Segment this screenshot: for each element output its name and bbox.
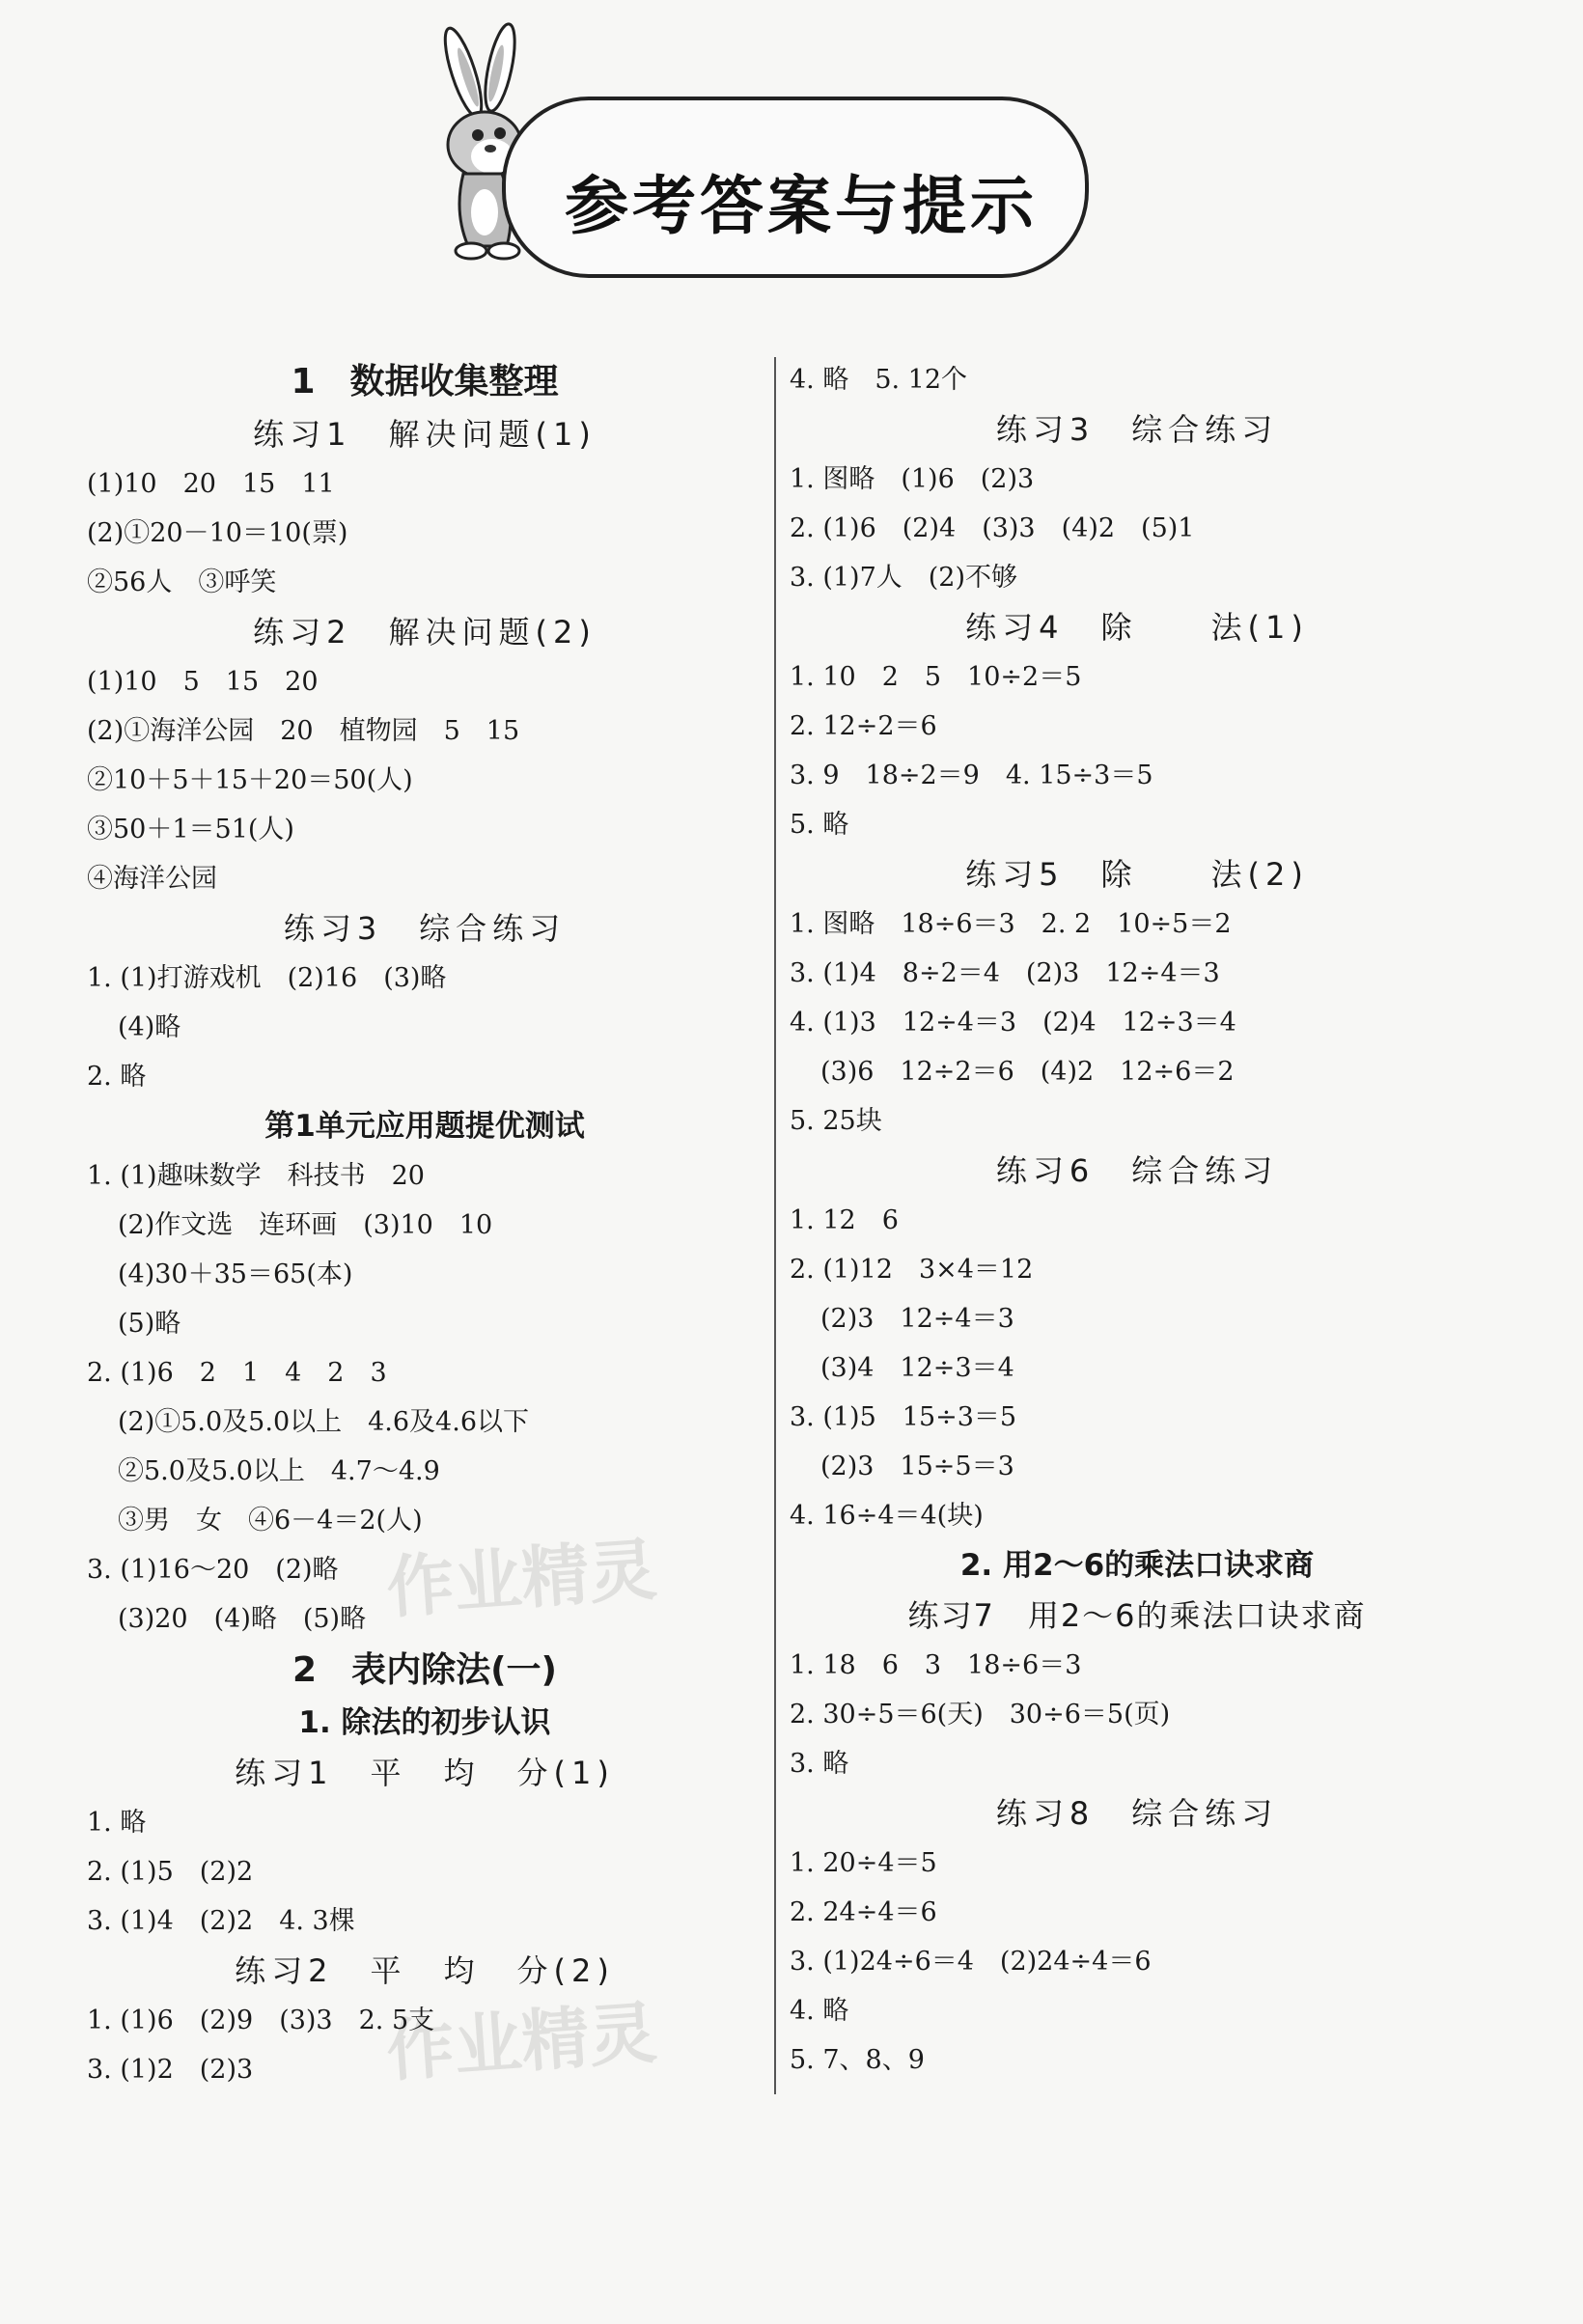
section-heading: 练习8 综合练习 bbox=[995, 1795, 1279, 1832]
chapter-title: 1 数据收集整理 bbox=[291, 362, 559, 401]
answer-line: 2. (1)12 3×4＝12 bbox=[790, 1255, 1034, 1285]
answer-line: 2. (1)6 (2)4 (3)3 (4)2 (5)1 bbox=[790, 513, 1195, 543]
section-heading: 练习6 综合练习 bbox=[995, 1152, 1279, 1189]
answer-line: 1. 略 bbox=[87, 1808, 147, 1838]
answer-line: 3. (1)4 (2)2 4. 3棵 bbox=[87, 1906, 355, 1936]
answer-line: 5. 略 bbox=[790, 810, 849, 840]
column-divider bbox=[774, 357, 776, 2094]
answer-line: ③男 女 ④6－4＝2(人) bbox=[118, 1506, 423, 1536]
title-banner bbox=[425, 19, 1120, 280]
answer-line: (2)3 12÷4＝3 bbox=[820, 1304, 1014, 1334]
section-heading: 练习4 除 法(1) bbox=[965, 609, 1309, 646]
subchapter-title: 1. 除法的初步认识 bbox=[298, 1705, 551, 1740]
section-heading: 练习3 综合练习 bbox=[283, 910, 567, 947]
page-title: 参考答案与提示 bbox=[565, 169, 1038, 243]
answer-line: (3)4 12÷3＝4 bbox=[820, 1353, 1014, 1383]
section-heading: 第1单元应用题提优测试 bbox=[264, 1109, 585, 1144]
subchapter-title: 2. 用2～6的乘法口诀求商 bbox=[959, 1548, 1315, 1583]
answer-line: 3. (1)4 8÷2＝4 (2)3 12÷4＝3 bbox=[790, 958, 1220, 988]
answer-line: 1. 18 6 3 18÷6＝3 bbox=[790, 1650, 1082, 1680]
answer-line: 3. 9 18÷2＝9 4. 15÷3＝5 bbox=[790, 761, 1153, 790]
answer-line: ②5.0及5.0以上 4.7～4.9 bbox=[118, 1456, 440, 1486]
answer-line: 2. (1)6 2 1 4 2 3 bbox=[87, 1358, 387, 1388]
answer-line: 4. (1)3 12÷4＝3 (2)4 12÷3＝4 bbox=[790, 1008, 1236, 1038]
right-column bbox=[790, 355, 1485, 2085]
answer-line: 3. 略 bbox=[790, 1749, 849, 1779]
answer-line: 1. 图略 18÷6＝3 2. 2 10÷5＝2 bbox=[790, 909, 1232, 939]
answer-line: ④海洋公园 bbox=[87, 864, 217, 894]
section-heading: 练习1 平 均 分(1) bbox=[235, 1755, 615, 1791]
answer-line: 1. (1)6 (2)9 (3)3 2. 5支 bbox=[87, 2006, 435, 2035]
answer-line: ③50＋1＝51(人) bbox=[87, 815, 294, 844]
answer-line: (2)①海洋公园 20 植物园 5 15 bbox=[87, 716, 520, 746]
chapter-title: 2 表内除法(一) bbox=[292, 1650, 557, 1690]
answer-line: 3. (1)24÷6＝4 (2)24÷4＝6 bbox=[790, 1947, 1152, 1977]
answer-line: (2)①20－10＝10(票) bbox=[87, 518, 348, 548]
answer-line: ②56人 ③呼笑 bbox=[87, 567, 277, 597]
answer-line: 2. 略 bbox=[87, 1062, 147, 1092]
answer-line: 2. (1)5 (2)2 bbox=[87, 1857, 254, 1887]
section-heading: 练习3 综合练习 bbox=[995, 411, 1279, 448]
answer-line: 2. 30÷5＝6(天) 30÷6＝5(页) bbox=[790, 1700, 1171, 1729]
section-heading: 练习1 解决问题(1) bbox=[253, 416, 597, 453]
answer-line: (2)①5.0及5.0以上 4.6及4.6以下 bbox=[118, 1407, 530, 1437]
answer-line: 1. (1)打游戏机 (2)16 (3)略 bbox=[87, 963, 447, 993]
watermark: 作业精灵 bbox=[383, 1530, 659, 1628]
answer-line: 4. 略 5. 12个 bbox=[790, 365, 968, 395]
section-heading: 练习5 除 法(2) bbox=[965, 856, 1309, 893]
answer-line: (2)作文选 连环画 (3)10 10 bbox=[118, 1210, 493, 1240]
answer-line: 3. (1)5 15÷3＝5 bbox=[790, 1402, 1017, 1432]
answer-line: 1. (1)趣味数学 科技书 20 bbox=[87, 1161, 425, 1191]
section-heading: 练习2 平 均 分(2) bbox=[235, 1952, 615, 1989]
answer-line: 1. 图略 (1)6 (2)3 bbox=[790, 464, 1035, 494]
answer-line: 5. 7、8、9 bbox=[790, 2045, 925, 2075]
answer-line: 5. 25块 bbox=[790, 1106, 882, 1136]
answer-line: (4)30＋35＝65(本) bbox=[118, 1259, 353, 1289]
answer-line: ②10＋5＋15＋20＝50(人) bbox=[87, 765, 413, 795]
watermark: 作业精灵 bbox=[383, 1993, 659, 2091]
section-heading: 练习7 用2～6的乘法口诀求商 bbox=[907, 1597, 1367, 1634]
answer-line: 2. 12÷2＝6 bbox=[790, 711, 937, 741]
answer-line: 1. 20÷4＝5 bbox=[790, 1848, 937, 1878]
answer-line: 4. 16÷4＝4(块) bbox=[790, 1501, 984, 1531]
answer-line: (1)10 20 15 11 bbox=[87, 469, 335, 499]
answer-line: 2. 24÷4＝6 bbox=[790, 1897, 937, 1927]
answer-line: 4. 略 bbox=[790, 1996, 849, 2026]
answer-line: (2)3 15÷5＝3 bbox=[820, 1452, 1014, 1481]
answer-line: (3)6 12÷2＝6 (4)2 12÷6＝2 bbox=[820, 1057, 1235, 1087]
answer-line: (3)20 (4)略 (5)略 bbox=[118, 1604, 367, 1634]
answer-line: 1. 12 6 bbox=[790, 1205, 899, 1235]
answer-line: (4)略 bbox=[118, 1012, 181, 1042]
answer-line: (5)略 bbox=[118, 1309, 181, 1339]
section-heading: 练习2 解决问题(2) bbox=[253, 614, 597, 650]
answer-line: 3. (1)7人 (2)不够 bbox=[790, 563, 1018, 593]
left-column bbox=[87, 355, 763, 2094]
answer-line: 1. 10 2 5 10÷2＝5 bbox=[790, 662, 1082, 692]
answer-line: (1)10 5 15 20 bbox=[87, 667, 319, 697]
answer-line: 3. (1)16～20 (2)略 bbox=[87, 1555, 339, 1585]
answer-line: 3. (1)2 (2)3 bbox=[87, 2055, 254, 2085]
